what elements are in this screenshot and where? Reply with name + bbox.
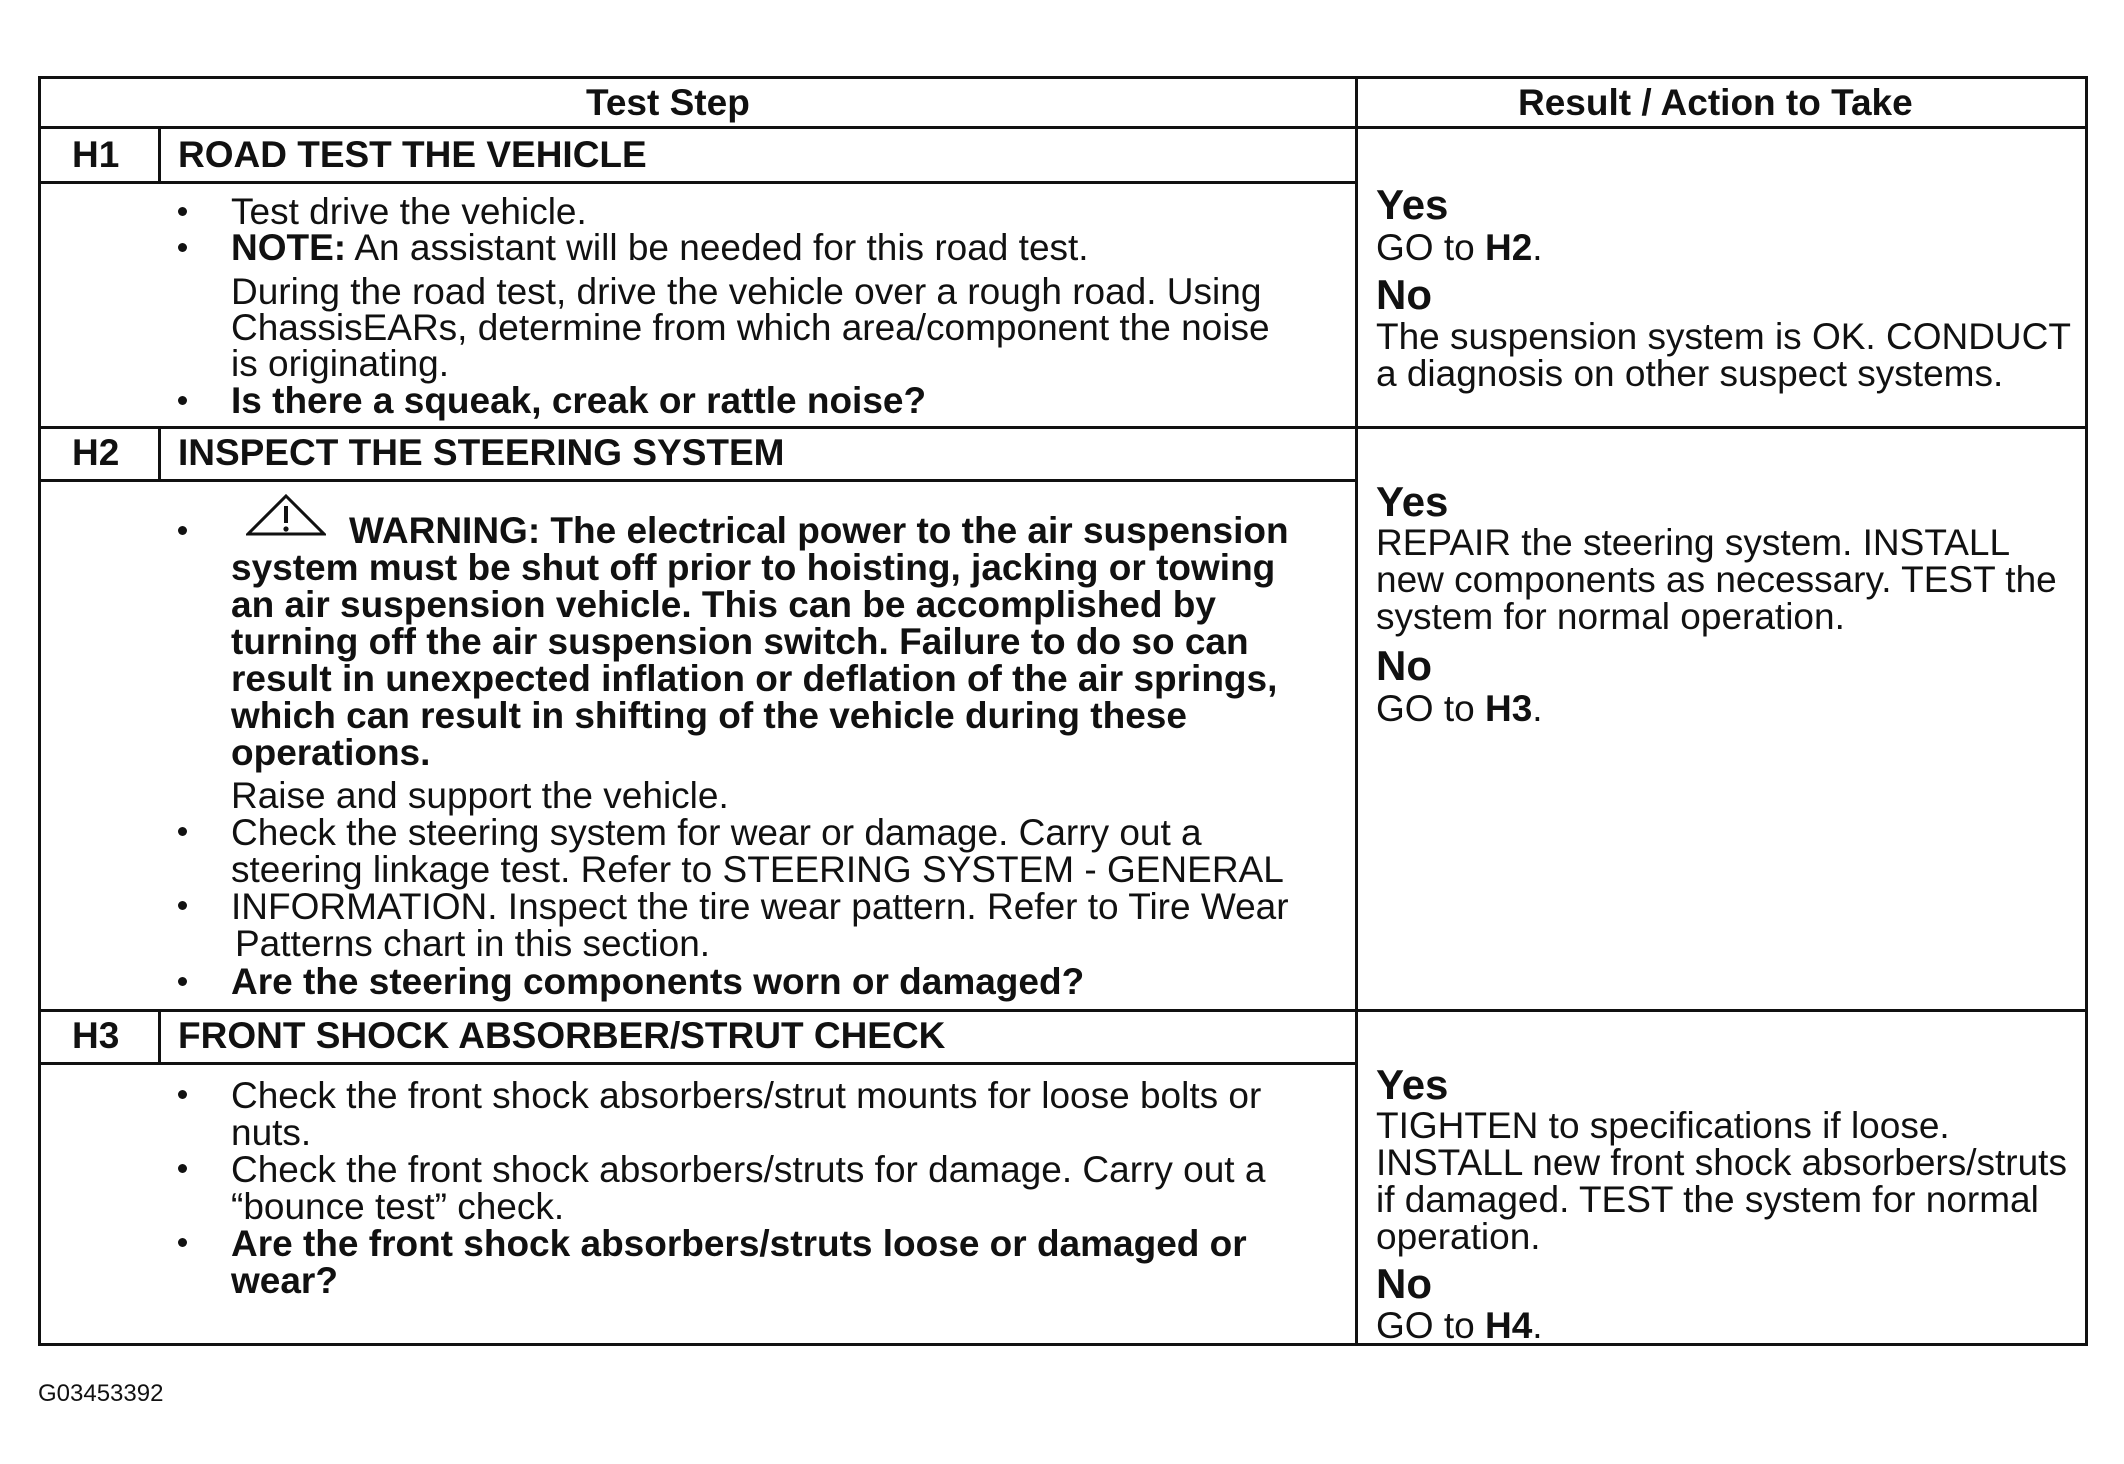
step-line: During the road test, drive the vehicle over a rough road. Using <box>231 271 1262 312</box>
step-line: ChassisEARs, determine from which area/component the noise <box>231 307 1270 348</box>
bullet <box>178 901 187 910</box>
step-id-h1: H1 <box>72 134 120 175</box>
step-line: “bounce test” check. <box>231 1186 565 1227</box>
id-divider-h3 <box>158 1009 161 1064</box>
title-divider-h1 <box>38 181 1356 184</box>
goto-target: H3 <box>1484 688 1533 729</box>
goto-period: . <box>1532 227 1543 268</box>
id-divider-h1 <box>158 126 161 183</box>
warning-triangle-icon <box>246 494 326 536</box>
warning-line: system must be shut off prior to hoisting, jacking or towing <box>231 547 1276 588</box>
no-label: No <box>1376 271 1432 318</box>
step-line <box>231 229 1089 266</box>
row-divider <box>38 426 2088 429</box>
yes-label: Yes <box>1376 181 1449 228</box>
goto-text: GO to <box>1376 1305 1485 1346</box>
result-line: a diagnosis on other suspect systems. <box>1376 353 2004 394</box>
result-line: operation. <box>1376 1216 1541 1257</box>
goto-target: H2 <box>1484 227 1533 268</box>
bullet <box>178 827 187 836</box>
goto-period: . <box>1532 688 1543 729</box>
warning-line: turning off the air suspension switch. Failure to do so can <box>231 621 1249 662</box>
step-question: wear? <box>231 1260 338 1301</box>
step-id-h2: H2 <box>72 432 120 473</box>
note-label: NOTE: <box>231 227 347 268</box>
result-line: INSTALL new front shock absorbers/struts <box>1376 1142 2067 1183</box>
column-divider <box>1355 76 1358 1346</box>
step-line: INFORMATION. Inspect the tire wear pattern. Refer to Tire Wear <box>231 886 1289 927</box>
result-line <box>1376 229 1543 266</box>
step-line: steering linkage test. Refer to STEERING SYSTEM - GENERAL <box>231 849 1284 890</box>
id-divider-h2 <box>158 426 161 481</box>
note-text: An assistant will be needed for this road test. <box>346 227 1089 268</box>
warning-line: WARNING: The electrical power to the air suspension <box>349 510 1289 551</box>
bullet <box>178 526 187 535</box>
header-result-action: Result / Action to Take <box>1518 82 1913 123</box>
goto-text: GO to <box>1376 227 1485 268</box>
step-question: Is there a squeak, creak or rattle noise? <box>231 380 927 421</box>
step-title-h2: INSPECT THE STEERING SYSTEM <box>178 432 785 473</box>
no-label: No <box>1376 642 1432 689</box>
bullet <box>178 243 187 252</box>
goto-period: . <box>1532 1305 1543 1346</box>
step-line: Check the front shock absorbers/struts for damage. Carry out a <box>231 1149 1266 1190</box>
step-line: Check the front shock absorbers/strut mounts for loose bolts or <box>231 1075 1262 1116</box>
warning-line: operations. <box>231 732 431 773</box>
step-line: nuts. <box>231 1112 312 1153</box>
title-divider-h3 <box>38 1062 1356 1065</box>
warning-line: result in unexpected inflation or deflation of the air springs, <box>231 658 1278 699</box>
result-line: The suspension system is OK. CONDUCT <box>1376 316 2071 357</box>
bullet <box>178 396 187 405</box>
step-question: Are the steering components worn or damaged? <box>231 961 1085 1002</box>
warning-line: an air suspension vehicle. This can be accomplished by <box>231 584 1216 625</box>
warning-line: which can result in shifting of the vehicle during these <box>231 695 1187 736</box>
step-title-h3: FRONT SHOCK ABSORBER/STRUT CHECK <box>178 1015 946 1056</box>
step-line: Check the steering system for wear or damage. Carry out a <box>231 812 1202 853</box>
title-divider-h2 <box>38 479 1356 482</box>
header-test-step: Test Step <box>586 82 750 123</box>
yes-label: Yes <box>1376 478 1449 525</box>
result-line <box>1376 1307 1543 1344</box>
step-title-h1: ROAD TEST THE VEHICLE <box>178 134 647 175</box>
result-line: REPAIR the steering system. INSTALL <box>1376 522 2011 563</box>
step-line: is originating. <box>231 343 450 384</box>
no-label: No <box>1376 1260 1432 1307</box>
bullet <box>178 1164 187 1173</box>
goto-text: GO to <box>1376 688 1485 729</box>
result-line: TIGHTEN to specifications if loose. <box>1376 1105 1950 1146</box>
yes-label: Yes <box>1376 1061 1449 1108</box>
goto-target: H4 <box>1484 1305 1533 1346</box>
step-line: Patterns chart in this section. <box>235 923 711 964</box>
figure-id: G03453392 <box>38 1380 164 1407</box>
result-line <box>1376 690 1543 727</box>
bullet <box>178 1090 187 1099</box>
result-line: new components as necessary. TEST the <box>1376 559 2057 600</box>
result-line: if damaged. TEST the system for normal <box>1376 1179 2039 1220</box>
step-id-h3: H3 <box>72 1015 120 1056</box>
header-divider <box>38 126 2088 129</box>
row-divider <box>38 1009 2088 1012</box>
bullet <box>178 977 187 986</box>
bullet <box>178 207 187 216</box>
step-question: Are the front shock absorbers/struts loose or damaged or <box>231 1223 1247 1264</box>
step-line: Test drive the vehicle. <box>231 191 587 232</box>
step-line: Raise and support the vehicle. <box>231 775 729 816</box>
result-line: system for normal operation. <box>1376 596 1845 637</box>
bullet <box>178 1238 187 1247</box>
